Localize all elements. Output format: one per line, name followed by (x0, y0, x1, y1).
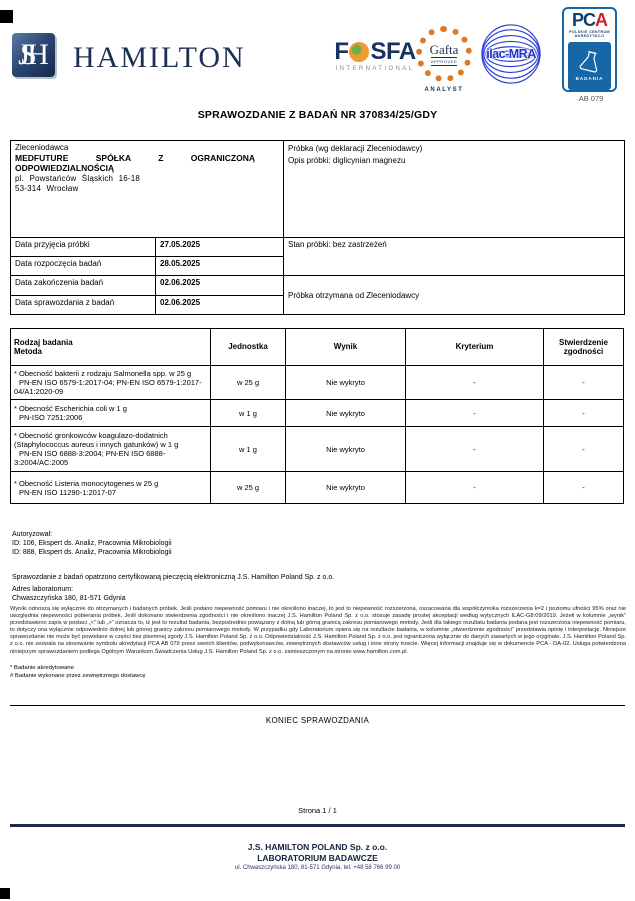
test-cell (11, 400, 211, 427)
sample-origin-cell: Próbka otrzymana od Zleceniodawcy (284, 276, 625, 315)
print-registration-mark-top (0, 10, 13, 23)
lab-address: Chwaszczyńska 180, 81-571 Gdynia (12, 595, 126, 602)
fosfa-subtitle: INTERNATIONAL (335, 66, 415, 72)
hamilton-wordmark: HAMILTON (73, 41, 246, 74)
jsh-logo (12, 33, 55, 77)
client-name: MEDFUTURE SPÓŁKA Z OGRANICZONĄ ODPOWIEDZIALNOŚCIĄ (15, 153, 255, 173)
authorization-person: ID: 106, Ekspert ds. Analiz, Pracownia Mikrobiologii (12, 540, 172, 547)
footnote-external: # Badanie wykonane przez zewnętrznego dostawcę (10, 672, 146, 679)
result-cell: Nie wykryto (286, 427, 406, 472)
test-cell (11, 366, 211, 400)
pca-badge (568, 42, 611, 90)
footnotes-block (10, 665, 146, 680)
client-cell (11, 141, 284, 238)
fosfa-wordmark (325, 40, 425, 64)
gafta-name: Gafta (429, 41, 459, 57)
date-label: Data zakończenia badań (11, 276, 156, 296)
footer-address: ul. Chwaszczyńska 180, 81-571 Gdynia, tel. +48 58 766 99 00 (234, 865, 401, 871)
footer-lab-name: LABORATORIUM BADAWCZE (257, 853, 378, 863)
client-street: pl. Powstańców Śląskich 16-18 (15, 174, 141, 183)
date-value: 02.06.2025 (156, 296, 284, 315)
end-of-report-label: KONIEC SPRAWOZDANIA (265, 716, 370, 725)
flask-icon (578, 50, 602, 74)
pca-subtitle-line2: AKREDYTACJI (574, 34, 605, 39)
gafta-analyst-label: ANALYST (424, 87, 464, 93)
test-name: * Obecność bakterii z rodzaju Salmonella spp. w 25 g (14, 369, 192, 378)
table-row (11, 238, 625, 257)
result-cell: Nie wykryto (286, 400, 406, 427)
criterion-cell: - (406, 472, 544, 504)
results-table (10, 328, 624, 504)
criterion-cell: - (406, 366, 544, 400)
test-method: PN-EN ISO 11290-1:2017-07 (19, 487, 116, 497)
sample-label: Próbka (wg deklaracji Zleceniodawcy) (288, 144, 423, 153)
test-name: * Obecność gronkowców koagulazo-dodatnich (Staphylococcus aureus i innych gatunków) w 1 g (14, 431, 179, 449)
jsh-logo-letters: JSH (18, 38, 40, 71)
fosfa-logo (325, 40, 425, 72)
date-value: 27.05.2025 (156, 238, 284, 257)
results-header-row (11, 329, 624, 366)
footer-company-name: J.S. HAMILTON POLAND Sp. z o.o. (247, 842, 388, 852)
date-value: 28.05.2025 (156, 257, 284, 276)
print-registration-mark-bottom (0, 888, 10, 899)
sample-cell (284, 141, 625, 238)
sample-description: Opis próbki: diglicynian magnezu (288, 156, 406, 165)
test-method: PN-EN ISO 6579-1:2017-04; PN-EN ISO 6579-1:2017-04/A1:2020-09 (14, 378, 202, 396)
test-cell (11, 472, 211, 504)
criterion-cell: - (406, 400, 544, 427)
fosfa-globe-icon (349, 42, 369, 62)
pca-letters-pc: PC (571, 10, 595, 30)
conformity-cell: - (544, 400, 624, 427)
conformity-cell: - (544, 366, 624, 400)
result-cell: Nie wykryto (286, 366, 406, 400)
pca-logo (562, 7, 617, 92)
conformity-cell: - (544, 427, 624, 472)
client-label: Zleceniodawca (15, 143, 69, 152)
pca-badania-label: BADANIA (575, 76, 604, 82)
date-label: Data sprawozdania z badań (11, 296, 156, 315)
unit-cell: w 25 g (211, 366, 286, 400)
authorization-label: Autoryzował: (12, 531, 53, 538)
test-method: PN-EN ISO 6888-3:2004; PN-EN ISO 6888-3:2004/AC:2005 (14, 449, 166, 467)
col-header-conformity-line1: Stwierdzenie (559, 337, 608, 347)
electronic-stamp-note: Sprawozdanie z badań opatrzono certyfikowaną pieczęcią elektroniczną J.S. Hamilton Poland Sp. z o.o. (12, 574, 335, 581)
test-name: * Obecność Listeria monocytogenes w 25 g (14, 478, 159, 488)
authorization-person: ID: 888, Ekspert ds. Analiz, Pracownia Mikrobiologii (12, 549, 172, 556)
col-header-test-line1: Rodzaj badania (14, 337, 73, 347)
pca-subtitle-line1: POLSKIE CENTRUM (569, 30, 610, 34)
unit-cell: w 25 g (211, 472, 286, 504)
table-row (11, 427, 624, 472)
ilac-mra-stamp (480, 23, 542, 85)
lab-address-label: Adres laboratorium: (12, 586, 74, 593)
table-row (11, 366, 624, 400)
footer-block (0, 842, 635, 873)
date-label: Data rozpoczęcia badań (11, 257, 156, 276)
table-row (11, 400, 624, 427)
col-header-conformity-line2: zgodności (563, 347, 604, 356)
result-cell: Nie wykryto (286, 472, 406, 504)
col-header-test-line2: Metoda (14, 347, 42, 356)
gafta-wreath-icon (416, 26, 472, 82)
criterion-cell: - (406, 427, 544, 472)
client-city: 53-314 Wrocław (15, 184, 79, 193)
unit-cell: w 1 g (211, 427, 286, 472)
pca-accreditation-number: AB 079 (578, 94, 604, 103)
table-row (11, 276, 625, 296)
fosfa-letter-f: F (334, 38, 349, 65)
col-header-test (11, 329, 211, 366)
test-cell (11, 427, 211, 472)
table-row (11, 472, 624, 504)
conformity-cell: - (544, 472, 624, 504)
test-method: PN-ISO 7251:2006 (19, 413, 83, 422)
test-name: * Obecność Escherichia coli w 1 g (14, 404, 127, 413)
authorization-block (12, 530, 172, 557)
date-label: Data przyjęcia próbki (11, 238, 156, 257)
pca-letter-a: A (595, 10, 607, 30)
unit-cell: w 1 g (211, 400, 286, 427)
gafta-logo (416, 26, 472, 93)
col-header-conformity (544, 329, 624, 366)
disclaimer-text: Wyniki odnoszą się wyłącznie do otrzymanych i badanych próbek. Jeśli podano niepewność pomiaru i nie określono inaczej, to jest to niepewność rozszerzona, oszacowana dla współczynnika rozszerzenia k=2 i poziomu ufności 95% oraz nie uwzględnia niepewności pobierania próbek. Jeśli dokonano stwierdzenia zgodności i nie określono inaczej J.S. Hamilton Poland Sp. z o.o. stosuje zasadę prostej akceptacji według wytycznych ILAC-G8:09/2019. Jeżeli w kolumnie „wynik” przedstawiono zapis w postaci „<” lub „>” oznacza to, iż jest to rezultat badania, bezpośrednio powiązany z dolną lub górną granicą zakresu pomiarowego metody. Jeśli dla takiego rezultatu badania podana jest rozszerzona niepewność pomiaru, to dotyczy ona wyłącznie odpowiednio dolnej lub górnej granicy zakresu pomiarowego metody. W przypadku gdy Laboratorium opiera się na rezultacie badania, w kolumnie „stwierdzenie zgodności” przedstawia opinię i interpretację. Niniejsze sprawozdanie nie może być powielane w części bez pisemnej zgody J.S. Hamilton Poland Sp. z o.o. Odpowiedzialność J.S. Hamilton Poland Sp. z o.o. jest ograniczona wyłącznie do danych zawartych w jego oryginale. J.S. Hamilton Poland Sp. z o.o. nie zezwala na stosowanie symbolu akredytacji PCA AB 079 przez swoich klientów, podwykonawców, zewnętrznych dostawców usług i inne strony trzecie. Więcej informacji znajduje się w dokumencie PCA - DA-02. Usługa potwierdzona niniejszym sprawozdaniem podlega Ogólnym Warunkom Świadczenia Usług J.S. Hamilton Poland Sp. z o.o. zamieszczonym na stronie www.hamilton.com.pl. (10, 606, 626, 655)
page-number: Strona 1 / 1 (298, 806, 337, 815)
date-value: 02.06.2025 (156, 276, 284, 296)
col-header-criterion: Kryterium (406, 329, 544, 366)
col-header-result: Wynik (286, 329, 406, 366)
info-table (10, 140, 625, 315)
col-header-unit: Jednostka (211, 329, 286, 366)
ilac-mra-label: ilac-MRA (486, 47, 536, 61)
table-row (11, 141, 625, 238)
fosfa-letters-sfa: SFA (370, 38, 416, 65)
report-title: SPRAWOZDANIE Z BADAŃ NR 370834/25/GDY (197, 109, 438, 121)
sample-state-cell: Stan próbki: bez zastrzeżeń (284, 238, 625, 276)
footnote-accredited: * Badanie akredytowane (10, 665, 74, 671)
end-divider (10, 705, 625, 706)
pca-wordmark (564, 11, 615, 29)
footer-divider (10, 824, 625, 827)
gafta-approved-label: APPROVED (430, 58, 458, 64)
